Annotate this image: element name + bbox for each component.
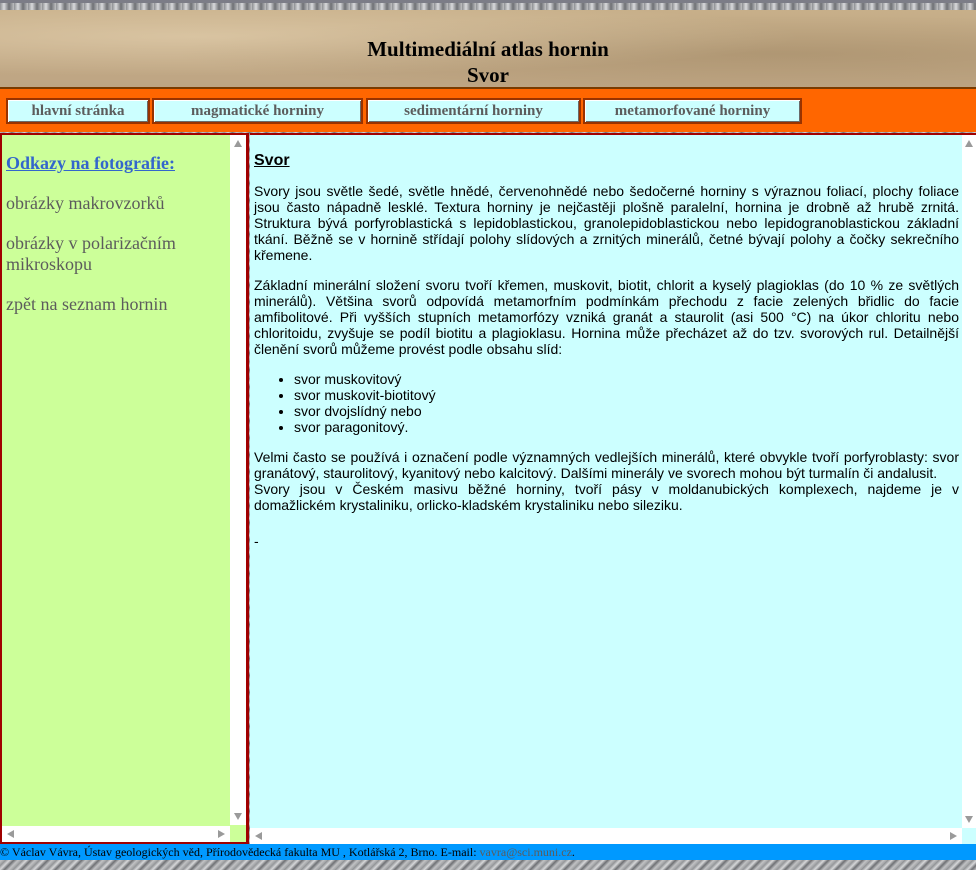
- article-paragraph-occurrence: Svory jsou v Českém masivu běžné horniny, tvoří pásy v moldanubických komplexech, najdeme je v domažlickém krystaliniku, orlicko-kladském krystaliniku nebo sileziku.: [254, 481, 959, 513]
- article-title: Svor: [254, 152, 290, 169]
- content-horizontal-scrollbar[interactable]: [250, 828, 962, 844]
- nav-igneous-button[interactable]: magmatické horniny: [152, 98, 363, 124]
- page-header: [0, 0, 976, 87]
- page-title: [0, 36, 976, 88]
- scroll-right-arrow-icon[interactable]: [218, 830, 225, 838]
- sidebar-content: [6, 153, 226, 334]
- article-paragraph-description: Svory jsou světle šedé, světle hnědé, červenohnědé nebo šedočerné horniny s výraznou foliací, plochy foliace jsou často nápadně lesklé. Textura horniny je nejčastěji plošně paralelní, hornina je drobně až hrubě zrnitá. Struktura bývá porfyroblastická s lepidoblastickou, granolepidoblastickou nebo lepidogranoblastickou základní tkání. Běžně se v hornině střídají polohy slídových a zrnitých minerálů, četné bývají polohy a čočky sekrečního křemene.: [254, 183, 959, 263]
- scroll-up-arrow-icon[interactable]: [234, 140, 242, 147]
- article-paragraph-minerals: Velmi často se používá i označení podle významných vedlejších minerálů, které obvykle tvoří porfyroblasty: svor granátový, staurolitový, kyanitový nebo kalcitový. Dalšími minerály ve svorech mohou být turmalín či andalusit.: [254, 449, 959, 481]
- content-vertical-scrollbar[interactable]: [962, 135, 976, 828]
- list-item: • svor dvojslídný nebo: [294, 403, 959, 419]
- schist-types-list: [254, 371, 959, 435]
- scroll-up-arrow-icon[interactable]: [965, 140, 973, 147]
- list-item: • svor muskovitový: [294, 371, 959, 387]
- sidebar-horizontal-scrollbar[interactable]: [2, 826, 230, 842]
- scroll-left-arrow-icon[interactable]: [7, 830, 14, 838]
- scroll-down-arrow-icon[interactable]: [965, 816, 973, 823]
- polarizing-microscope-link[interactable]: obrázky v polarizačním mikroskopu: [6, 233, 176, 274]
- nav-metamorphic-button[interactable]: metamorfované horniny: [583, 98, 802, 124]
- footer-credits: © Václav Vávra, Ústav geologických věd, Přírodovědecká fakulta MU , Kotlářská 2, Brno. E-mail:: [0, 845, 480, 859]
- nav-home-button[interactable]: hlavní stránka: [6, 98, 150, 124]
- footer-email-link[interactable]: vavra@sci.muni.cz: [479, 845, 572, 859]
- scroll-down-arrow-icon[interactable]: [234, 813, 242, 820]
- scroll-left-arrow-icon[interactable]: [255, 832, 262, 840]
- sidebar-frame: [0, 133, 249, 844]
- macro-samples-link[interactable]: obrázky makrovzorků: [6, 193, 165, 213]
- rock-name-title: Svor: [467, 63, 509, 87]
- nav-sedimentary-button[interactable]: sedimentární horniny: [366, 98, 581, 124]
- header-texture-strip: [0, 3, 976, 10]
- scroll-right-arrow-icon[interactable]: [950, 832, 957, 840]
- site-title: Multimediální atlas hornin: [367, 37, 609, 61]
- article-trailing-dash: -: [254, 533, 259, 549]
- page-footer: © Václav Vávra, Ústav geologických věd, Přírodovědecká fakulta MU , Kotlářská 2, Brno. E-mail: vavra@sci.muni.cz.: [0, 844, 976, 860]
- back-to-rock-list-link[interactable]: zpět na seznam hornin: [6, 294, 168, 314]
- content-frame: [250, 133, 976, 844]
- main-navigation: [0, 87, 976, 132]
- article-paragraph-composition: Základní minerální složení svoru tvoří křemen, muskovit, biotit, chlorit a kyselý plagioklas (do 10 % ze světlých minerálů). Většina svorů odpovídá metamorfním podmínkám přechodu z facie zelených břidlic do facie amfibolitové. Při vyšších stupních metamorfózy vzniká granát a staurolit (asi 500 °C) na úkor chloritu nebo chloritoidu, zvyšuje se podíl biotitu a plagioklasu. Hornina může přecházet až do tzv. svorových rul. Detailnější členění svorů můžeme provést podle obsahu slíd:: [254, 277, 959, 357]
- sidebar-vertical-scrollbar[interactable]: [230, 135, 246, 825]
- article-content: [254, 153, 959, 563]
- list-item: • svor muskovit-biotitový: [294, 387, 959, 403]
- list-item: • svor paragonitový.: [294, 419, 959, 435]
- photo-links-heading[interactable]: Odkazy na fotografie:: [6, 153, 175, 173]
